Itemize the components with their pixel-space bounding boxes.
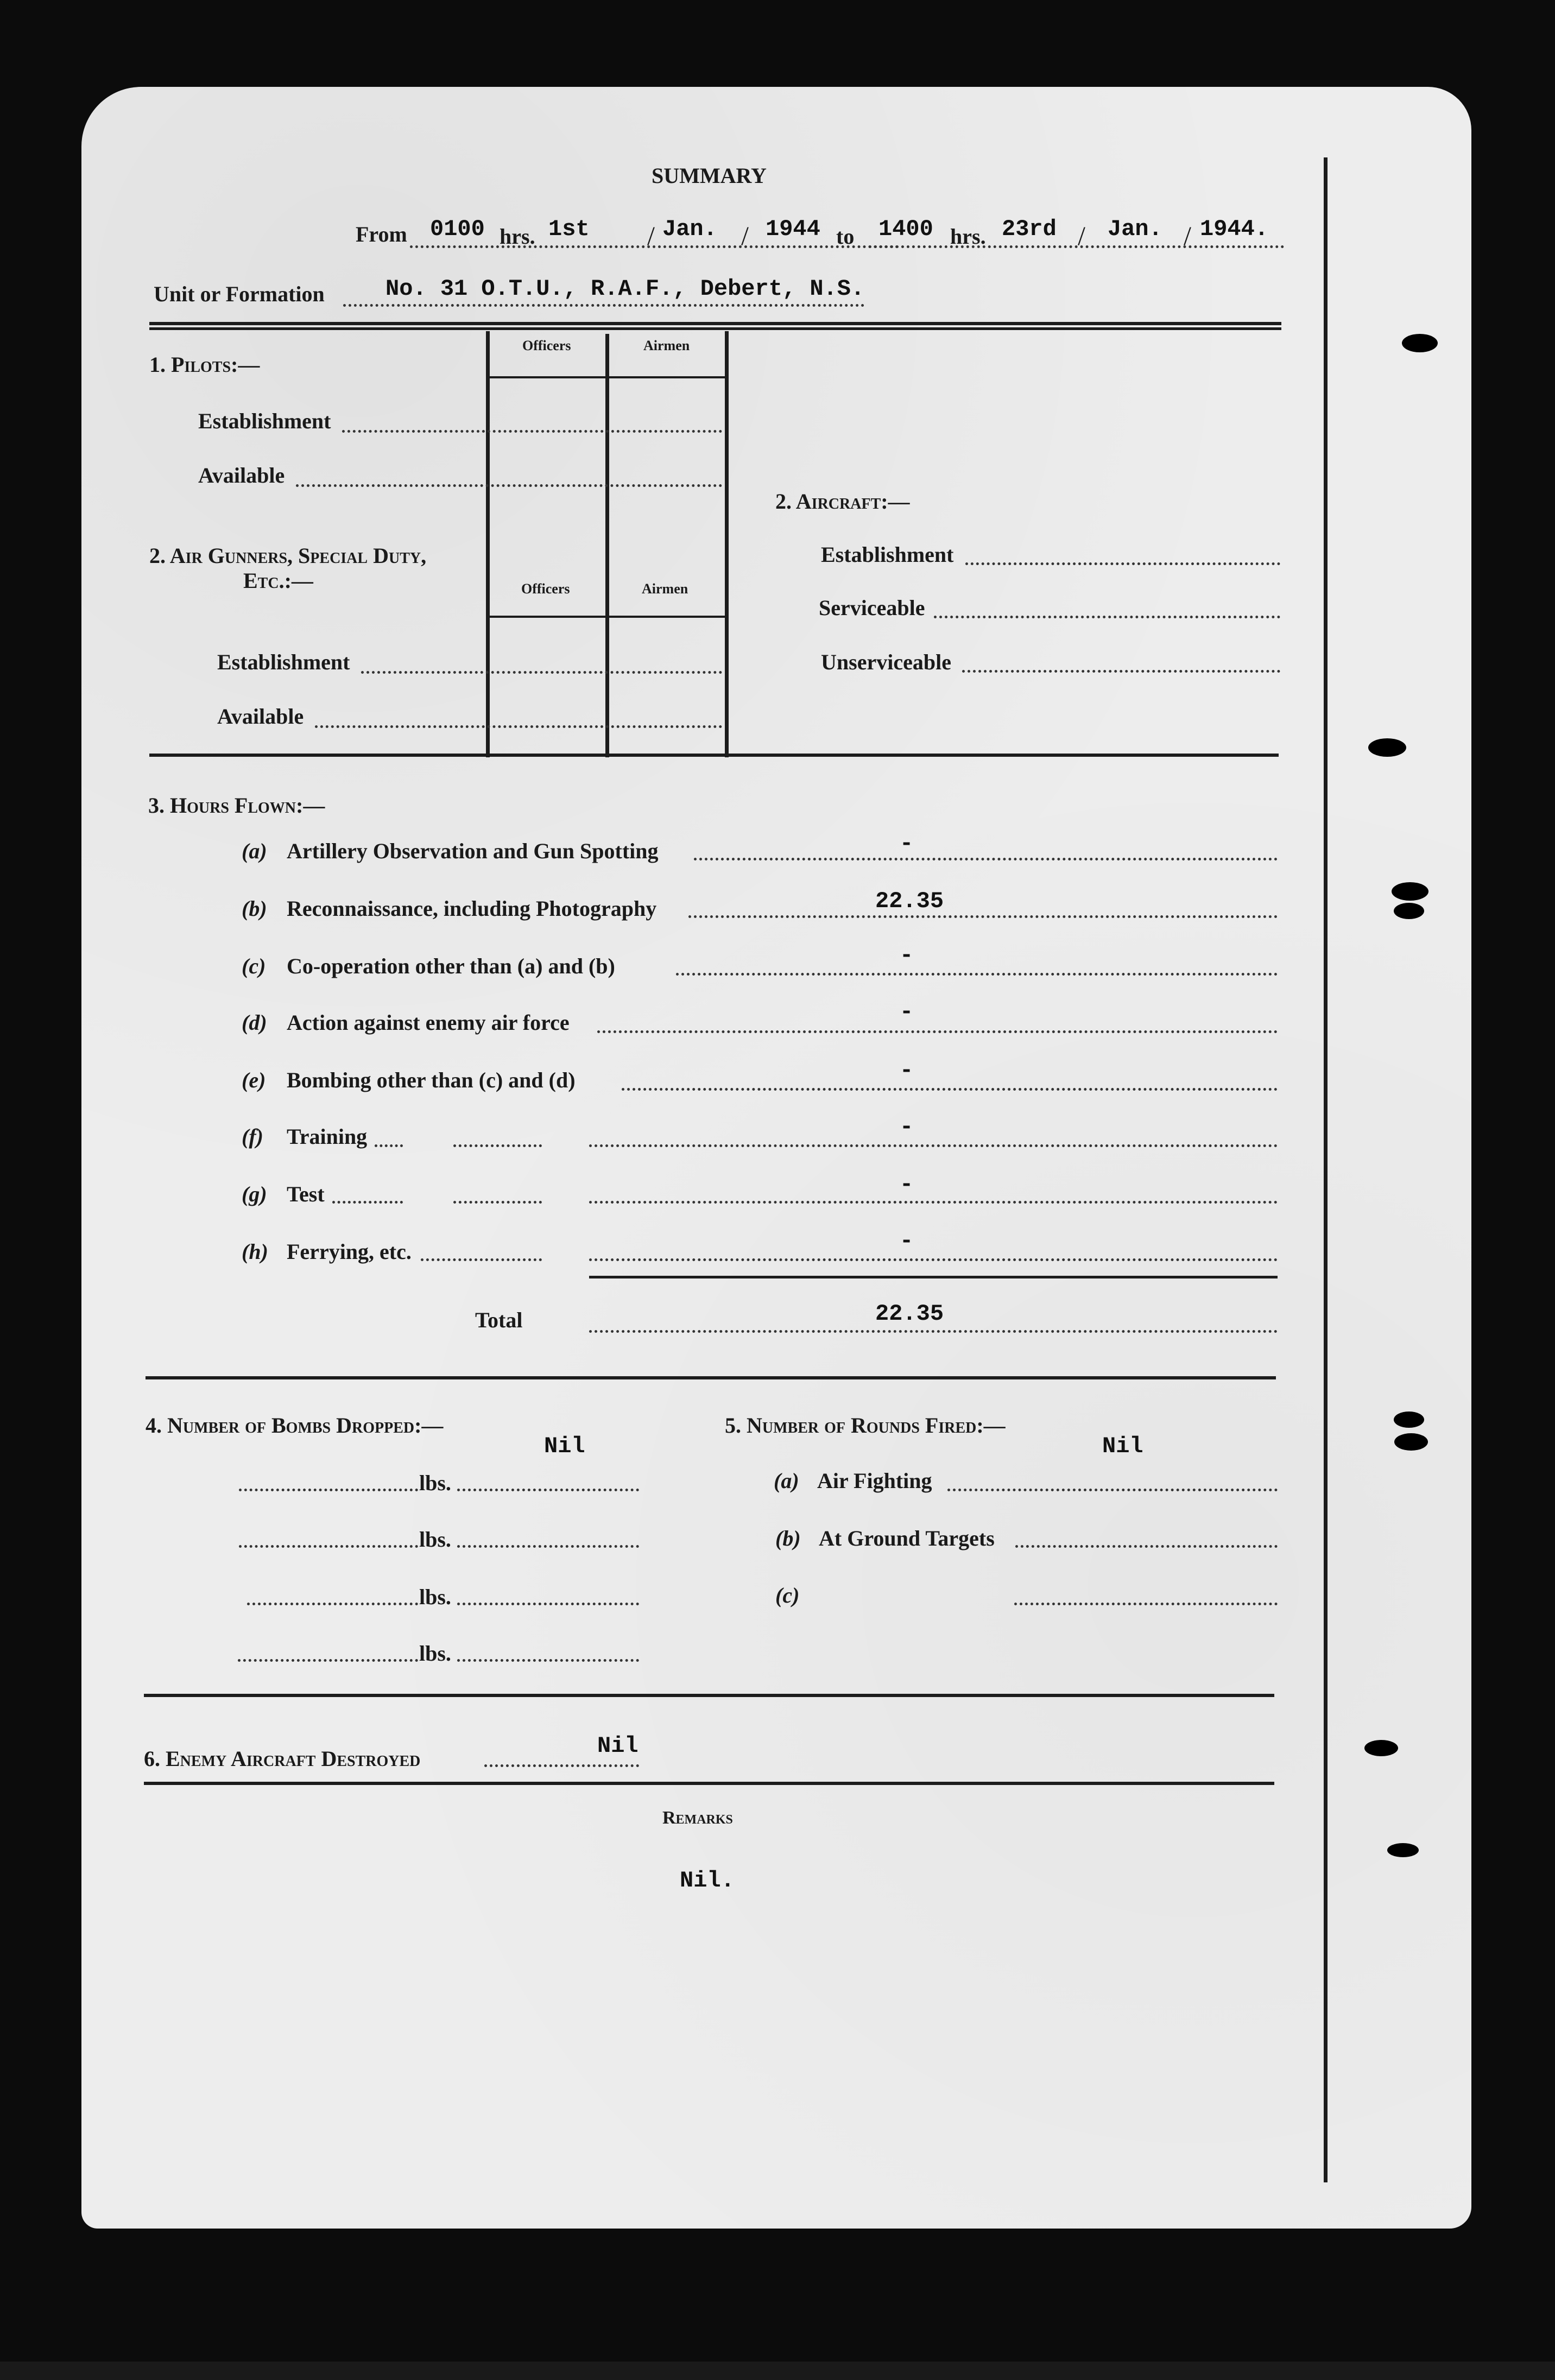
pilots-available-label: Available <box>198 463 285 488</box>
col-header-officers: Officers <box>521 581 570 597</box>
binder-hole <box>1394 1411 1424 1428</box>
binder-hole <box>1394 903 1424 919</box>
section2-aircraft-heading: 2. Aircraft:— <box>775 489 910 514</box>
from-day: 1st <box>548 216 590 242</box>
binder-hole <box>1392 882 1428 901</box>
gunners-establishment-label: Establishment <box>217 650 350 674</box>
document-title: SUMMARY <box>652 163 767 188</box>
aircraft-unserviceable-label: Unserviceable <box>821 650 951 674</box>
to-year: 1944. <box>1200 216 1269 242</box>
hours-value: - <box>900 1114 914 1140</box>
aircraft-serviceable-label: Serviceable <box>819 596 925 620</box>
section1-heading: 1. Pilots:— <box>149 352 260 377</box>
hours-value: - <box>900 1228 914 1254</box>
section-rule <box>146 1376 1276 1379</box>
hours-value: 22.35 <box>875 888 944 914</box>
hours-value: - <box>900 942 914 969</box>
from-month: Jan. <box>662 216 717 242</box>
margin-line <box>1324 157 1328 2182</box>
hours-value: - <box>900 1172 914 1198</box>
section5-heading: 5. Number of Rounds Fired:— <box>725 1413 1006 1438</box>
double-rule-top <box>149 322 1281 325</box>
binder-hole <box>1387 1843 1419 1857</box>
rounds-value: Nil <box>1102 1433 1143 1459</box>
from-label: From <box>356 222 407 246</box>
from-year: 1944 <box>766 216 820 242</box>
pilots-establishment-label: Establishment <box>198 409 331 433</box>
to-month: Jan. <box>1108 216 1162 242</box>
remarks-heading: Remarks <box>662 1808 733 1828</box>
section3-heading: 3. Hours Flown:— <box>148 793 325 818</box>
film-edge <box>0 2362 1555 2380</box>
total-rule <box>589 1276 1278 1278</box>
col-header-airmen: Airmen <box>642 581 688 597</box>
binder-hole <box>1364 1740 1398 1756</box>
aircraft-establishment-label: Establishment <box>821 542 954 567</box>
to-time: 1400 <box>878 216 933 242</box>
section-rule <box>144 1782 1274 1785</box>
hours-value: - <box>900 831 914 857</box>
total-value: 22.35 <box>875 1301 944 1327</box>
to-hrs-label: hrs. <box>950 224 986 249</box>
enemy-aircraft-value: Nil <box>597 1733 639 1759</box>
total-label: Total <box>475 1308 523 1332</box>
binder-hole <box>1368 738 1406 757</box>
from-hrs-label: hrs. <box>500 224 535 249</box>
col-header-officers: Officers <box>522 338 571 353</box>
to-label: to <box>836 224 855 249</box>
section4-heading: 4. Number of Bombs Dropped:— <box>146 1413 444 1438</box>
section2-gunners-heading: 2. Air Gunners, Special Duty, <box>149 543 427 568</box>
section6-heading: 6. Enemy Aircraft Destroyed <box>144 1746 421 1771</box>
hours-value: - <box>900 1058 914 1084</box>
gunners-available-label: Available <box>217 704 304 729</box>
binder-hole <box>1402 334 1438 352</box>
unit-label: Unit or Formation <box>154 282 325 306</box>
section-rule <box>144 1694 1274 1697</box>
binder-hole <box>1394 1433 1428 1451</box>
bombs-value: Nil <box>544 1433 585 1459</box>
unit-value: No. 31 O.T.U., R.A.F., Debert, N.S. <box>385 276 865 302</box>
hours-value: - <box>900 999 914 1025</box>
to-day: 23rd <box>1002 216 1057 242</box>
remarks-value: Nil. <box>680 1868 735 1894</box>
col-header-airmen: Airmen <box>643 338 690 353</box>
from-time: 0100 <box>430 216 485 242</box>
section-rule <box>149 754 1279 757</box>
section2-gunners-heading-2: Etc.:— <box>243 568 313 593</box>
